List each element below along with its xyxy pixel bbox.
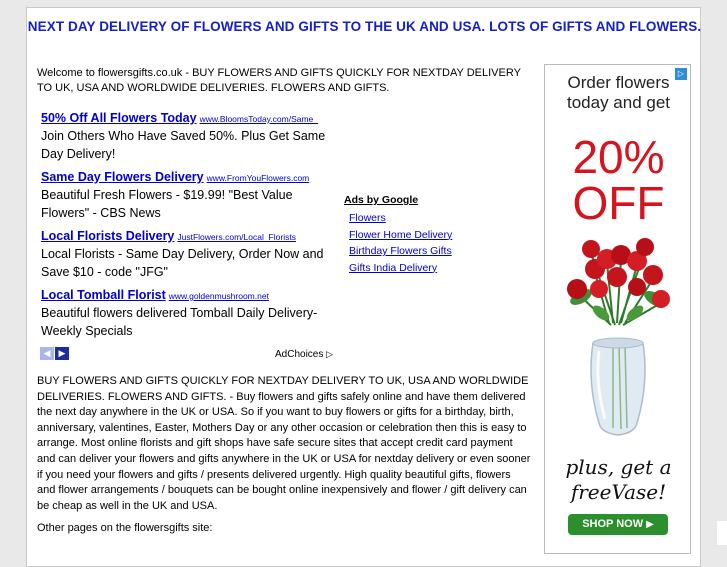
other-pages-label: Other pages on the flowersgifts site: [37,522,212,534]
adchoices-icon: ▷ [326,349,333,359]
ad-next-button[interactable] [55,347,69,360]
ad-description: Beautiful flowers delivered Tomball Daily Delivery-Weekly Specials [41,304,343,340]
ad-title-link[interactable]: 50% Off All Flowers Today [41,111,197,125]
promo-tagline: plus, get a freeVase! [545,455,691,505]
ad-title-link[interactable]: Local Florists Delivery [41,229,174,243]
ad-url-link[interactable]: www.goldenmushroom.net [169,291,269,301]
adchoices-label: AdChoices [275,349,323,360]
ad-prev-button[interactable] [40,347,54,360]
welcome-text: Welcome to flowersgifts.co.uk - BUY FLOWERS AND GIFTS QUICKLY FOR NEXTDAY DELIVERY TO UK, USA AND WORLDWIDE DELIVERIES. FLOWERS AND GIFTS. [37,66,532,96]
ad-link-gifts-india-delivery[interactable]: Gifts India Delivery [349,260,452,277]
page-container [26,7,701,567]
ad-unit [41,109,343,163]
ad-title-link[interactable]: Local Tomball Florist [41,288,166,302]
google-ads-block [41,109,343,345]
ad-url-link[interactable]: www.BloomsToday.com/Same_ [200,114,318,124]
page-headline: NEXT DAY DELIVERY OF FLOWERS AND GIFTS TO THE UK AND USA. LOTS OF GIFTS AND FLOWERS. [27,19,702,34]
ad-unit [41,168,343,222]
ad-title-link[interactable]: Same Day Flowers Delivery [41,170,204,184]
main-description: BUY FLOWERS AND GIFTS QUICKLY FOR NEXTDAY DELIVERY TO UK, USA AND WORLDWIDE DELIVERIES. FLOWERS AND GIFTS. - Buy flowers and gifts safely online and have them delivered the next day anywhere in the UK or USA. So if you want to buy flowers or gifts for a birthday, birth, anniversary, valentines, Easter, Mothers Day or any other occasion or celebration then this is easy to arrange. Most online florists and gift shops have safe secure sites that accept credit card payment and can deliver your flowers and gifts anywhere in the UK or USA for nextday delivery or even sooner if you need your flowers and gifts / presents delivered urgently. High quality beautiful gifts, flowers and flower arrangements / bouquets can be bought online inexpensively and flower / gift delivery can be cheap as well in the UK and USA. [37,374,532,514]
ad-description: Local Florists - Same Day Delivery, Order Now and Save $10 - code "JFG" [41,245,343,281]
ad-link-flower-home-delivery[interactable]: Flower Home Delivery [349,227,452,244]
promo-off: OFF [545,177,691,229]
ads-by-google-links [349,210,452,276]
ad-pager [40,347,70,365]
rose-bouquet-image [551,233,686,458]
ad-description: Beautiful Fresh Flowers - $19.99! "Best Value Flowers" - CBS News [41,186,343,222]
ad-description: Join Others Who Have Saved 50%. Plus Get Same Day Delivery! [41,127,343,163]
chevron-right-icon: ▶ [59,348,66,358]
promo-headline: Order flowers today and get [545,73,691,113]
ad-unit [41,227,343,281]
adchoices-badge-icon[interactable]: ▷ [675,68,687,80]
play-arrow-icon: ▶ [646,519,654,530]
adchoices-link[interactable] [275,349,333,360]
ad-link-flowers[interactable]: Flowers [349,210,452,227]
ad-link-birthday-flowers-gifts[interactable]: Birthday Flowers Gifts [349,243,452,260]
ad-unit [41,286,343,340]
ad-url-link[interactable]: www.FromYouFlowers.com [207,173,310,183]
promo-discount: 20% [545,131,691,183]
chevron-left-icon: ◀ [44,348,51,358]
shop-now-label: SHOP NOW [582,518,643,530]
ad-url-link[interactable]: JustFlowers.com/Local_Florists [177,232,296,242]
ads-by-google-label[interactable]: Ads by Google [344,194,418,206]
page-corner [717,521,727,545]
shop-now-button[interactable] [568,514,668,535]
promo-banner-ad[interactable] [544,64,691,554]
